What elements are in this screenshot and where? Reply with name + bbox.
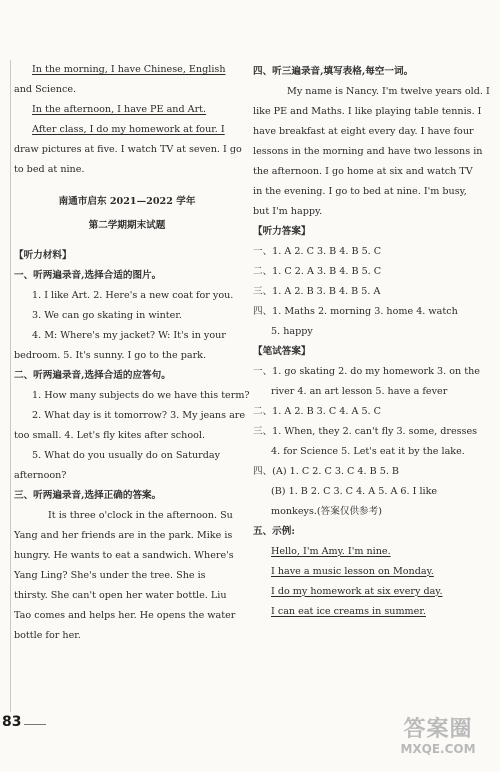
watermark <box>382 716 494 766</box>
written-answer-line: river 4. an art lesson 5. have a fever <box>271 385 448 397</box>
written-answer-line: 三、1. When, they 2. can't fly 3. some, dresses <box>253 425 478 437</box>
section-2-line: afternoon? <box>14 469 67 481</box>
section-4-line: in the evening. I go to bed at nine. I'm busy, <box>253 185 467 197</box>
written-answer-line: 一、1. go skating 2. do my homework 3. on the <box>253 365 480 377</box>
section-5-heading: 五、示例: <box>253 525 295 537</box>
section-4-line: the afternoon. I go home at six and watch TV <box>253 165 473 177</box>
intro-line: to bed at nine. <box>14 163 85 175</box>
section-1-heading: 一、听两遍录音,选择合适的图片。 <box>14 269 162 281</box>
section-1-line: 4. M: Where's my jacket? W: It's in your <box>32 329 226 341</box>
section-4-line: like PE and Maths. I like playing table tennis. I <box>253 105 482 117</box>
written-answer-line: 四、(A) 1. C 2. C 3. C 4. B 5. B <box>253 465 399 477</box>
section-1-line: bedroom. 5. It's sunny. I go to the park. <box>14 349 207 361</box>
intro-line: In the afternoon, I have PE and Art. <box>32 103 207 115</box>
section-2-heading: 二、听两遍录音,选择合适的应答句。 <box>14 369 171 381</box>
left-column <box>14 64 250 650</box>
section-4-line: My name is Nancy. I'm twelve years old. I <box>287 85 490 97</box>
intro-line: After class, I do my homework at four. I <box>32 123 225 135</box>
section-3-line: It is three o'clock in the afternoon. Su <box>48 509 233 521</box>
right-column <box>253 64 490 626</box>
section-2-line: 1. How many subjects do we have this term? <box>32 389 250 401</box>
section-3-line: hungry. He wants to eat a sandwich. Where's <box>14 549 234 561</box>
listening-answer-line: 三、1. A 2. B 3. B 4. B 5. A <box>253 285 381 297</box>
section-3-line: Tao comes and helps her. He opens the water <box>14 609 236 621</box>
listening-answer-line: 二、1. C 2. A 3. B 4. B 5. C <box>253 265 382 277</box>
intro-line: and Science. <box>14 83 77 95</box>
listening-answers-heading: 【听力答案】 <box>253 225 311 237</box>
section-4-line: lessons in the morning and have two lessons in <box>253 145 483 157</box>
section-4-line: but I'm happy. <box>253 205 323 217</box>
margin-rule <box>10 60 11 712</box>
example-line: I can eat ice creams in summer. <box>271 605 426 617</box>
section-3-line: bottle for her. <box>14 629 81 641</box>
section-4-heading: 四、听三遍录音,填写表格,每空一词。 <box>253 66 414 77</box>
watermark-url: MXQE.COM <box>400 741 476 756</box>
written-answer-line: 二、1. A 2. B 3. C 4. A 5. C <box>253 405 381 417</box>
section-3-line: Yang and her friends are in the park. Mike is <box>14 529 233 541</box>
section-2-line: 2. What day is it tomorrow? 3. My jeans are <box>32 409 246 421</box>
intro-line: In the morning, I have Chinese, English <box>32 64 226 75</box>
section-2-line: too small. 4. Let's fly kites after school. <box>14 429 205 441</box>
example-line: Hello, I'm Amy. I'm nine. <box>271 545 391 557</box>
exam-subtitle: 第二学期期末试题 <box>88 219 166 231</box>
listening-answer-line: 一、1. A 2. C 3. B 4. B 5. C <box>253 245 382 257</box>
section-3-line: Yang Ling? She's under the tree. She is <box>14 569 206 581</box>
section-1-line: 1. I like Art. 2. Here's a new coat for you. <box>32 289 234 301</box>
exam-title: 南通市启东 2021—2022 学年 <box>58 195 196 207</box>
page-number-rule <box>24 724 46 725</box>
listening-answer-line: 四、1. Maths 2. morning 3. home 4. watch <box>253 305 458 317</box>
example-line: I have a music lesson on Monday. <box>271 565 434 577</box>
section-4-line: have breakfast at eight every day. I have four <box>253 125 474 137</box>
listening-material-heading: 【听力材料】 <box>14 249 72 261</box>
example-line: I do my homework at six every day. <box>271 585 443 597</box>
written-answers-heading: 【笔试答案】 <box>253 345 311 357</box>
written-answer-line: monkeys.(答案仅供参考) <box>271 505 382 517</box>
page-number: 83 <box>2 714 22 730</box>
written-answer-line: 4. for Science 5. Let's eat it by the lake. <box>271 445 465 457</box>
intro-line: draw pictures at five. I watch TV at seven. I go <box>14 143 242 155</box>
section-3-line: thirsty. She can't open her water bottle. Liu <box>14 589 227 601</box>
section-2-line: 5. What do you usually do on Saturday <box>32 449 221 461</box>
watermark-logo: 答案圈 <box>403 717 473 742</box>
section-1-line: 3. We can go skating in winter. <box>32 309 182 321</box>
section-3-heading: 三、听两遍录音,选择正确的答案。 <box>14 489 162 501</box>
written-answer-line: (B) 1. B 2. C 3. C 4. A 5. A 6. I like <box>271 485 438 497</box>
listening-answer-line: 5. happy <box>271 325 313 337</box>
